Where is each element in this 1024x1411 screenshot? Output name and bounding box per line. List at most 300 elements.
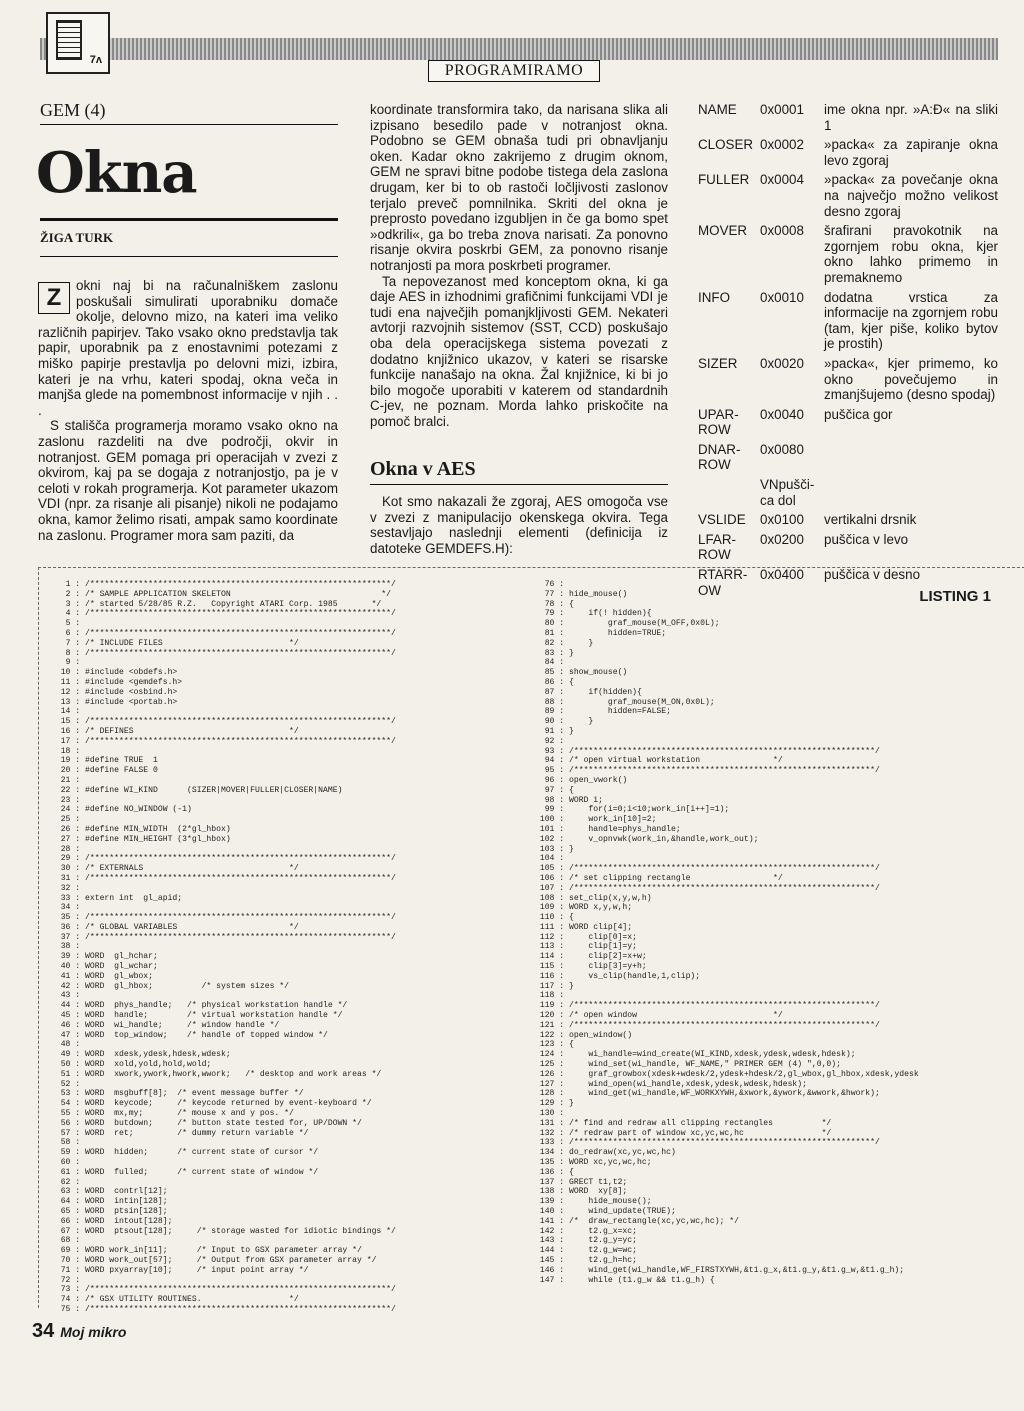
code-text: wind_set(wi_handle, WF_NAME," PRIMER GEM (4) ",0,0); [569, 1060, 841, 1070]
code-line [45, 1285, 396, 1295]
table-cell: 0x0001 [760, 102, 804, 117]
code-line [45, 1168, 396, 1178]
line-number: 116 : [539, 971, 569, 981]
article-title: Okna [36, 140, 197, 206]
computer-icon [56, 20, 82, 60]
line-number: 87 : [544, 687, 569, 697]
table-cell: DNAR-ROW [698, 441, 741, 473]
code-text: WORD gl_hchar; [85, 952, 158, 962]
code-line [529, 1276, 919, 1286]
line-number: 132 : [539, 1128, 569, 1138]
code-line [529, 1001, 919, 1011]
code-text: /**************************************************************/ [569, 1001, 880, 1011]
code-text: if(! hidden){ [569, 609, 652, 619]
code-text: WORD ret; /* dummy return variable */ [85, 1128, 309, 1138]
line-number: 19 : [60, 756, 85, 766]
code-line [529, 1070, 919, 1080]
code-line [529, 658, 919, 668]
line-number: 7 : [65, 638, 85, 648]
code-line [45, 698, 396, 708]
code-line [529, 747, 919, 757]
code-line [529, 1178, 919, 1188]
line-number: 8 : [65, 648, 85, 658]
code-line [45, 1236, 396, 1246]
line-number: 54 : [60, 1099, 85, 1109]
code-line [529, 815, 919, 825]
code-line [45, 1080, 396, 1090]
code-line [45, 776, 396, 786]
code-line [529, 619, 919, 629]
code-text: /* open window */ [569, 1011, 783, 1021]
code-text: t2.g_y=yc; [569, 1236, 637, 1246]
code-text: { [569, 785, 574, 795]
code-text: } [569, 844, 574, 854]
table-cell: »packa« za povečanje okna na največjo možno velikost desno zgoraj [824, 172, 998, 219]
code-line [45, 619, 396, 629]
code-line [529, 1207, 919, 1217]
code-line [529, 1197, 919, 1207]
listing-label: LISTING 1 [919, 588, 991, 605]
line-number: 4 : [65, 609, 85, 619]
line-number: 59 : [60, 1148, 85, 1158]
code-line [45, 717, 396, 727]
code-line [45, 609, 396, 619]
table-row [698, 137, 998, 168]
header-bar [40, 38, 998, 60]
code-line [529, 1129, 919, 1139]
code-line [45, 1246, 396, 1256]
table-cell: NAME [698, 102, 737, 117]
code-text: #include <obdefs.h> [85, 668, 178, 678]
line-number: 55 : [60, 1109, 85, 1119]
paragraph: S stališča programerja moramo vsako okno na zaslonu razdeliti na dve področji, okvir in notranjost. GEM pomaga pri operacijah v zvezi z okvirom, kaj pa se dogaja z notranjostjo, pa je v celoti v rokah programerja. Kot parameter ukazom VDI (npr. za risanje ali pisanje) nikoli ne podajamo okna, kamor želimo risati, ampak samo koordinate na zaslonu. Programer mora sam paziti, da [38, 418, 338, 543]
code-line [529, 1217, 919, 1227]
line-number: 32 : [60, 883, 85, 893]
code-line [529, 952, 919, 962]
code-line [45, 688, 396, 698]
table-cell: VNpušči-ca dol [760, 477, 815, 508]
code-line [529, 786, 919, 796]
code-text: wind_open(wi_handle,xdesk,ydesk,wdesk,hdesk); [569, 1079, 807, 1089]
line-number: 119 : [539, 1001, 569, 1011]
line-number: 99 : [544, 805, 569, 815]
line-number: 43 : [60, 991, 85, 1001]
code-line [45, 884, 396, 894]
line-number: 65 : [60, 1207, 85, 1216]
line-number: 20 : [60, 766, 85, 776]
table-cell: 0x0400 [760, 567, 804, 583]
code-line [45, 933, 396, 943]
code-text: do_redraw(xc,yc,wc,hc) [569, 1148, 676, 1158]
line-number: 78 : [544, 599, 569, 609]
line-number: 89 : [544, 707, 569, 717]
code-text: t2.g_x=xc; [569, 1226, 637, 1236]
line-number: 2 : [65, 589, 85, 599]
code-line [45, 845, 396, 855]
magazine-name: Moj mikro [60, 1324, 127, 1340]
code-line [45, 1295, 396, 1305]
code-text: WORD wi_handle; /* window handle */ [85, 1020, 280, 1030]
paragraph: Kot smo nakazali že zgoraj, AES omogoča vse v zvezi z manipulacijo okenskega okvira. Tega sestavljajo naslednji elementi (definicija iz datoteke GEMDEFS.H): [370, 494, 668, 556]
code-line [45, 1011, 396, 1021]
line-number: 3 : [65, 599, 85, 609]
code-text: WORD xwork,ywork,hwork,wwork; /* desktop and work areas */ [85, 1069, 382, 1079]
code-text: /**************************************************************/ [569, 1138, 880, 1148]
line-number: 121 : [539, 1020, 569, 1030]
line-number: 144 : [539, 1246, 569, 1256]
table-cell: 0x0100 [760, 512, 804, 528]
code-text: /**************************************************************/ [85, 580, 396, 589]
code-line [529, 982, 919, 992]
code-line [45, 1070, 396, 1080]
table-cell: VSLIDE [698, 512, 746, 528]
code-line [45, 1276, 396, 1286]
code-text: WORD msgbuff[8]; /* event message buffer */ [85, 1089, 304, 1099]
code-text: WORD work_in[11]; /* Input to GSX parameter array */ [85, 1246, 362, 1256]
line-number: 47 : [60, 1030, 85, 1040]
line-number: 14 : [60, 707, 85, 717]
code-line [529, 776, 919, 786]
line-number: 103 : [539, 844, 569, 854]
code-line [529, 796, 919, 806]
line-number: 41 : [60, 971, 85, 981]
code-line [529, 1089, 919, 1099]
table-cell: UPAR-ROW [698, 406, 739, 438]
line-number: 52 : [60, 1079, 85, 1089]
line-number: 38 : [60, 942, 85, 952]
paragraph: okni naj bi na računalniškem zaslonu poskušali simulirati uporabniku domače okolje, delovno mizo, na kateri ima veliko različnih papirjev. Tako vsako okno predstavlja tak papir, uporabnik pa z enostavnimi potezami z miško papirje prestavlja po delovni mizi, izbira, kateri je na vrhu, kateri spodaj, okna veča in manjša glede na pomembnost informacije v njih . . . [38, 278, 338, 418]
line-number: 62 : [60, 1177, 85, 1187]
divider [40, 124, 338, 125]
line-number: 73 : [60, 1285, 85, 1295]
line-number: 23 : [60, 795, 85, 805]
code-line [529, 1246, 919, 1256]
code-text: WORD ptsout[128]; /* storage wasted for idiotic bindings */ [85, 1226, 396, 1236]
table-cell [824, 477, 998, 508]
code-text: /**************************************************************/ [85, 854, 396, 864]
line-number: 46 : [60, 1020, 85, 1030]
code-text: work_in[10]=2; [569, 815, 657, 825]
line-number: 17 : [60, 736, 85, 746]
line-number: 68 : [60, 1236, 85, 1246]
code-line [45, 727, 396, 737]
code-text: hide_mouse(); [569, 1197, 652, 1207]
table-row [698, 532, 998, 563]
divider [370, 484, 668, 485]
line-number: 91 : [544, 726, 569, 736]
article-author: ŽIGA TURK [40, 230, 114, 245]
code-text: clip[0]=x; [569, 932, 637, 942]
line-number: 35 : [60, 913, 85, 923]
code-text: /* set clipping rectangle */ [569, 873, 783, 883]
table-row [698, 290, 998, 352]
code-text: /* GLOBAL VARIABLES */ [85, 922, 299, 932]
line-number: 101 : [539, 824, 569, 834]
table-cell: 0x0004 [760, 172, 804, 188]
line-number: 36 : [60, 922, 85, 932]
code-text: /* open virtual workstation */ [569, 756, 783, 766]
code-line [529, 600, 919, 610]
code-line [529, 1040, 919, 1050]
code-text: /* started 5/28/85 R.Z. Copyright ATARI Corp. 1985 */ [85, 599, 382, 609]
code-line [45, 737, 396, 747]
line-number: 11 : [60, 677, 85, 687]
table-cell: LFAR-ROW [698, 531, 736, 563]
code-left-column [45, 580, 396, 1315]
code-line [529, 933, 919, 943]
paragraph: koordinate transformira tako, da narisana slika ali izpisano besedilo pade v notranjost okna. Podobno se GEM obnaša tudi pri obnavljanju oken. Kadar okno zakrijemo z drugim oknom, GEM ne spravi bitne podobe tistega dela zaslona drugam, ker bi to ob rastoči ločljivosti zaslonov terjalo preveč pomnilnika. Skriti del okna je preprosto povedano izgubljen in če ga bomo spet »odkrili«, ga bo treba znova narisati. Za ponovno risanje okvira poskrbi GEM, za ponovno risanje notranjosti pa mora poskrbeti programer. [370, 102, 668, 273]
line-number: 120 : [539, 1011, 569, 1021]
drop-cap: Z [38, 282, 70, 314]
table-cell: ime okna npr. »A:Ð« na sliki 1 [824, 102, 998, 133]
line-number: 113 : [539, 942, 569, 952]
code-line [529, 688, 919, 698]
series-label: GEM (4) [40, 100, 106, 120]
code-line [529, 668, 919, 678]
table-row [698, 407, 998, 438]
code-line [45, 1158, 396, 1168]
code-text: #define MIN_HEIGHT (3*gl_hbox) [85, 834, 231, 844]
code-text: hidden=FALSE; [569, 707, 671, 717]
code-line [529, 707, 919, 717]
code-line [45, 1089, 396, 1099]
line-number: 28 : [60, 844, 85, 854]
table-cell: 0x0020 [760, 355, 804, 371]
code-text: /**************************************************************/ [85, 717, 396, 727]
code-line [45, 815, 396, 825]
window-elements-table [698, 102, 998, 602]
line-number: 30 : [60, 864, 85, 874]
code-text: /**************************************************************/ [569, 746, 880, 756]
code-line [45, 668, 396, 678]
code-text: WORD intin[128]; [85, 1197, 168, 1207]
code-text: WORD butdown; /* button state tested for, UP/DOWN */ [85, 1118, 362, 1128]
line-number: 79 : [544, 609, 569, 619]
line-number: 58 : [60, 1138, 85, 1148]
code-line [529, 590, 919, 600]
line-number: 69 : [60, 1246, 85, 1256]
line-number: 51 : [60, 1069, 85, 1079]
code-text: /* redraw part of window xc,yc,wc,hc */ [569, 1128, 832, 1138]
article-column-1 [38, 278, 338, 543]
line-number: 63 : [60, 1187, 85, 1197]
line-number: 85 : [544, 668, 569, 678]
line-number: 71 : [60, 1265, 85, 1275]
divider [40, 256, 338, 257]
table-cell: 0x0002 [760, 137, 804, 153]
line-number: 95 : [544, 766, 569, 776]
code-line [45, 835, 396, 845]
line-number: 129 : [539, 1099, 569, 1109]
line-number: 102 : [539, 834, 569, 844]
code-text: { [569, 1167, 574, 1177]
line-number: 49 : [60, 1050, 85, 1060]
code-line [45, 1050, 396, 1060]
line-number: 31 : [60, 873, 85, 883]
table-row [698, 356, 998, 403]
code-text: hide_mouse() [569, 589, 628, 599]
code-text: WORD intout[128]; [85, 1216, 173, 1226]
code-line [529, 972, 919, 982]
code-line [45, 874, 396, 884]
code-text: /* DEFINES */ [85, 726, 299, 736]
line-number: 109 : [539, 903, 569, 913]
code-line [45, 923, 396, 933]
code-line [45, 1031, 396, 1041]
code-line [45, 1109, 396, 1119]
table-cell: »packa«, kjer primemo, ko okno povečujemo in zmanjšujemo (desno spodaj) [824, 355, 998, 403]
code-line [529, 717, 919, 727]
code-text: WORD xold,yold,hold,wold; [85, 1060, 212, 1070]
code-line [529, 845, 919, 855]
code-line [529, 1187, 919, 1197]
line-number: 39 : [60, 952, 85, 962]
section-title: PROGRAMIRAMO [428, 60, 600, 82]
code-text: } [569, 648, 574, 658]
code-line [45, 991, 396, 1001]
line-number: 33 : [60, 893, 85, 903]
table-cell: puščica gor [824, 406, 893, 422]
code-line [45, 854, 396, 864]
code-text: WORD i; [569, 795, 603, 805]
code-text: WORD clip[4]; [569, 922, 633, 932]
code-text: #define MIN_WIDTH (2*gl_hbox) [85, 824, 231, 834]
line-number: 9 : [65, 658, 85, 668]
line-number: 94 : [544, 756, 569, 766]
line-number: 112 : [539, 932, 569, 942]
table-row [698, 512, 998, 528]
code-text: graf_growbox(xdesk+wdesk/2,ydesk+hdesk/2,gl_wbox,gl_hbox,xdesk,ydesk [569, 1069, 919, 1079]
line-number: 24 : [60, 805, 85, 815]
code-text: WORD gl_wchar; [85, 962, 158, 972]
code-line [529, 805, 919, 815]
code-line [45, 864, 396, 874]
table-cell: RTARR-OW [698, 567, 748, 598]
code-text: WORD work_out[57]; /* Output from GSX parameter array */ [85, 1255, 377, 1265]
line-number: 131 : [539, 1118, 569, 1128]
code-line [45, 796, 396, 806]
code-text: wind_get(wi_handle,WF_WORKXYWH,&xwork,&ywork,&wwork,&hwork); [569, 1089, 880, 1099]
line-number: 115 : [539, 962, 569, 972]
code-line [529, 698, 919, 708]
line-number: 21 : [60, 775, 85, 785]
code-text: /**************************************************************/ [85, 1304, 396, 1314]
code-text: #define FALSE 0 [85, 766, 158, 776]
code-line [45, 962, 396, 972]
code-line [529, 1080, 919, 1090]
code-listing [38, 567, 1024, 1314]
code-line [529, 1060, 919, 1070]
line-number: 126 : [539, 1069, 569, 1079]
code-text: /**************************************************************/ [85, 628, 396, 638]
article-column-2 [370, 102, 668, 429]
code-line [45, 1060, 396, 1070]
code-line [529, 835, 919, 845]
code-text: wi_handle=wind_create(WI_KIND,xdesk,ydesk,wdesk,hdesk); [569, 1050, 856, 1060]
code-text: WORD top_window; /* handle of topped window */ [85, 1030, 328, 1040]
code-line [45, 707, 396, 717]
divider [40, 218, 338, 221]
code-text: #define WI_KIND (SIZER|MOVER|FULLER|CLOSER|NAME) [85, 785, 343, 795]
line-number: 117 : [539, 981, 569, 991]
section-logo [46, 12, 110, 74]
table-cell [698, 477, 760, 508]
line-number: 145 : [539, 1255, 569, 1265]
code-text: t2.g_h=hc; [569, 1255, 637, 1265]
code-text: WORD ptsin[128]; [85, 1207, 168, 1216]
code-line [529, 1256, 919, 1266]
code-line [529, 1011, 919, 1021]
table-cell: 0x0200 [760, 531, 804, 547]
line-number: 108 : [539, 893, 569, 903]
line-number: 81 : [544, 628, 569, 638]
code-line [529, 825, 919, 835]
code-text: #include <osbind.h> [85, 687, 178, 697]
line-number: 70 : [60, 1255, 85, 1265]
code-line [45, 590, 396, 600]
code-line [45, 972, 396, 982]
code-text: v_opnvwk(work_in,&handle,work_out); [569, 834, 759, 844]
code-text: /**************************************************************/ [569, 864, 880, 874]
line-number: 137 : [539, 1177, 569, 1187]
code-line [529, 1099, 919, 1109]
code-text: #define TRUE 1 [85, 756, 158, 766]
code-text: WORD xc,yc,wc,hc; [569, 1158, 652, 1168]
code-line [529, 894, 919, 904]
code-line [45, 1227, 396, 1237]
line-number: 128 : [539, 1089, 569, 1099]
line-number: 72 : [60, 1275, 85, 1285]
line-number: 50 : [60, 1060, 85, 1070]
code-text: set_clip(x,y,w,h) [569, 893, 652, 903]
code-text: clip[1]=y; [569, 942, 637, 952]
line-number: 80 : [544, 619, 569, 629]
code-line [529, 756, 919, 766]
code-text: WORD hidden; /* current state of cursor */ [85, 1148, 319, 1158]
code-line [529, 1109, 919, 1119]
code-text: clip[3]=y+h; [569, 962, 647, 972]
code-line [45, 1040, 396, 1050]
line-number: 125 : [539, 1060, 569, 1070]
code-line [45, 903, 396, 913]
line-number: 118 : [539, 991, 569, 1001]
code-line [45, 942, 396, 952]
table-row [698, 102, 998, 133]
code-line [529, 1021, 919, 1031]
line-number: 66 : [60, 1216, 85, 1226]
code-line [529, 580, 919, 590]
code-text: if(hidden){ [569, 687, 642, 697]
code-text: /* find and redraw all clipping rectangles */ [569, 1118, 832, 1128]
code-text: { [569, 913, 574, 923]
code-line [529, 609, 919, 619]
code-line [529, 639, 919, 649]
code-line [45, 629, 396, 639]
code-text: wind_get(wi_handle,WF_FIRSTXYWH,&t1.g_x,&t1.g_y,&t1.g_w,&t1.g_h); [569, 1265, 905, 1275]
line-number: 67 : [60, 1226, 85, 1236]
code-line [45, 1119, 396, 1129]
code-text: /* draw_rectangle(xc,yc,wc,hc); */ [569, 1216, 739, 1226]
code-right-column [529, 580, 919, 1285]
code-line [45, 1148, 396, 1158]
table-cell: 0x0080 [760, 441, 804, 457]
table-cell: 0x0040 [760, 406, 804, 422]
code-text: WORD contrl[12]; [85, 1187, 168, 1197]
code-text: WORD phys_handle; /* physical workstation handle */ [85, 1001, 348, 1011]
line-number: 84 : [544, 658, 569, 668]
line-number: 127 : [539, 1079, 569, 1089]
code-text: WORD xy[8]; [569, 1187, 628, 1197]
